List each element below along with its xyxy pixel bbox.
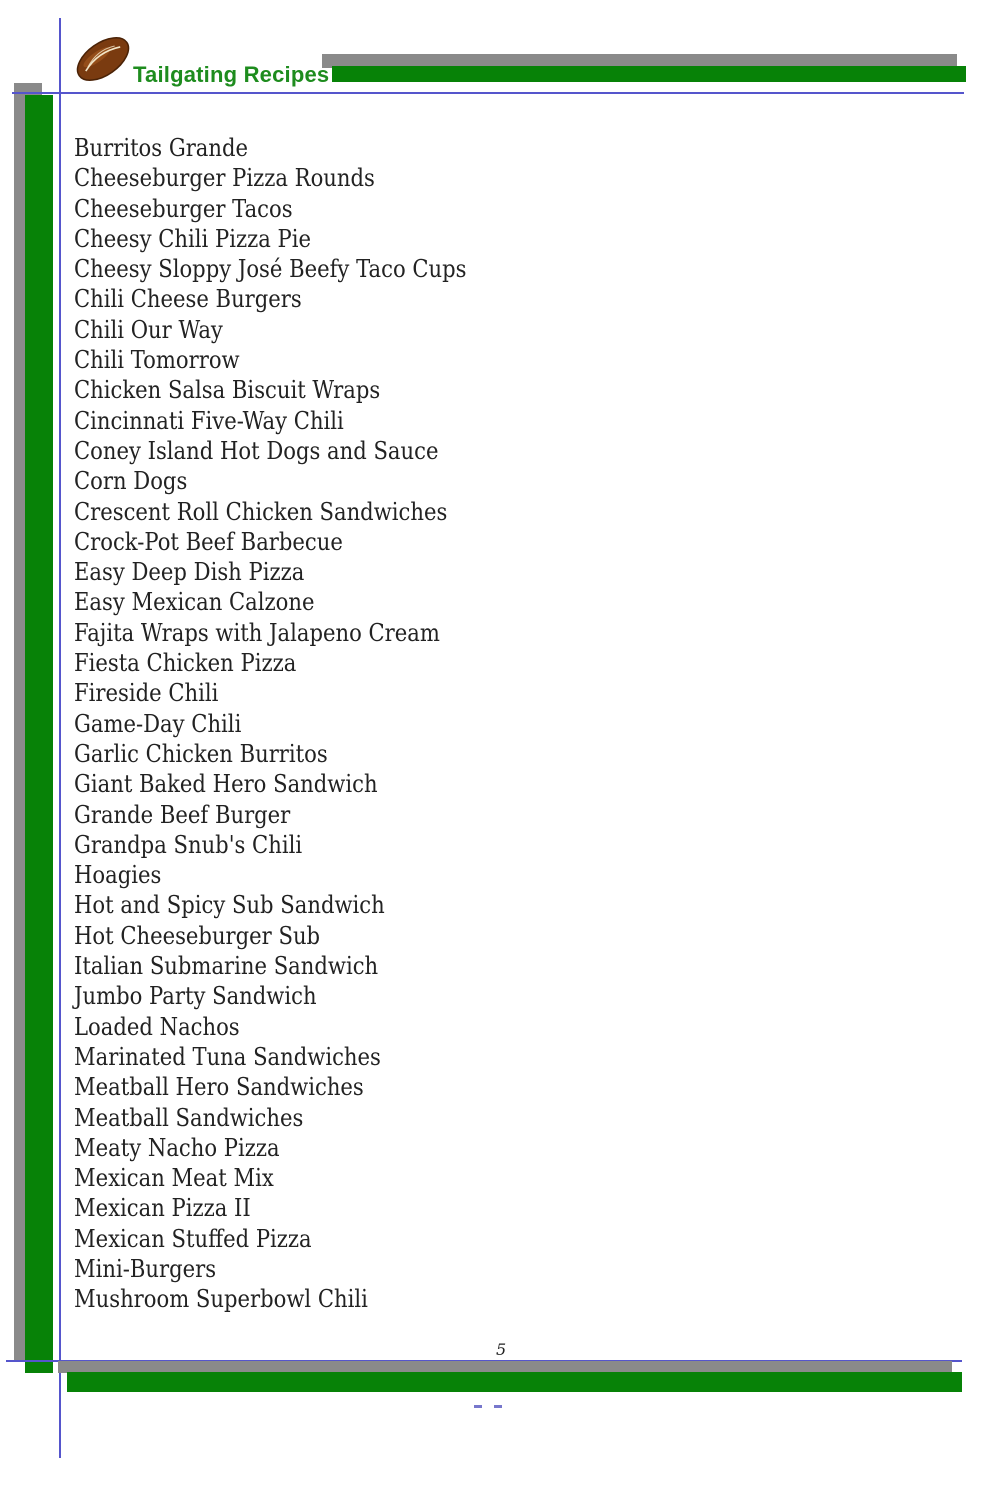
recipe-item: Chili Tomorrow: [74, 346, 240, 375]
recipe-item: Fiesta Chicken Pizza: [74, 649, 297, 678]
header-title: Tailgating Recipes: [133, 62, 330, 87]
recipe-item: Grande Beef Burger: [74, 800, 291, 829]
recipe-item: Grandpa Snub's Chili: [74, 830, 303, 859]
recipe-item: Meaty Nacho Pizza: [74, 1133, 280, 1162]
recipe-item: Giant Baked Hero Sandwich: [74, 770, 378, 799]
recipe-item: Mexican Meat Mix: [74, 1164, 274, 1193]
recipe-item: Mini-Burgers: [74, 1254, 217, 1283]
recipe-item: Cheeseburger Tacos: [74, 194, 293, 223]
page-number: 5: [496, 1340, 507, 1359]
recipe-item: Mexican Pizza II: [74, 1194, 251, 1223]
recipe-item: Garlic Chicken Burritos: [74, 739, 328, 768]
recipe-item: Fireside Chili: [74, 679, 219, 708]
recipe-item: Crescent Roll Chicken Sandwiches: [74, 497, 448, 526]
recipe-item: Cheesy Chili Pizza Pie: [74, 224, 311, 253]
recipe-item: Chicken Salsa Biscuit Wraps: [74, 376, 381, 405]
recipe-item: Mexican Stuffed Pizza: [74, 1224, 312, 1253]
recipe-item: Hot Cheeseburger Sub: [74, 921, 321, 950]
vertical-rule: [59, 18, 61, 1458]
recipe-item: Jumbo Party Sandwich: [74, 982, 317, 1011]
header-green-bar: [332, 66, 966, 82]
football-icon: [72, 28, 134, 90]
recipe-item: Corn Dogs: [74, 467, 188, 496]
recipe-item: Easy Mexican Calzone: [74, 588, 315, 617]
recipe-item: Crock-Pot Beef Barbecue: [74, 527, 343, 556]
recipe-item: Game-Day Chili: [74, 709, 242, 738]
recipe-item: Chili Our Way: [74, 315, 223, 344]
recipe-item: Fajita Wraps with Jalapeno Cream: [74, 618, 440, 647]
recipe-item: Mushroom Superbowl Chili: [74, 1285, 368, 1314]
recipe-item: Marinated Tuna Sandwiches: [74, 1042, 381, 1071]
recipe-list: [74, 133, 520, 1315]
recipe-item: Easy Deep Dish Pizza: [74, 558, 305, 587]
recipe-item: Chili Cheese Burgers: [74, 285, 302, 314]
recipe-item: Hoagies: [74, 861, 162, 890]
footer-green-bar: [67, 1372, 962, 1392]
recipe-item: Cheeseburger Pizza Rounds: [74, 164, 375, 193]
footer-dash: [494, 1405, 502, 1408]
recipe-item: Burritos Grande: [74, 134, 249, 162]
recipe-item: Loaded Nachos: [74, 1012, 240, 1041]
footer-dash: [474, 1405, 482, 1408]
recipe-item: Italian Submarine Sandwich: [74, 952, 379, 981]
recipe-item: Meatball Hero Sandwiches: [74, 1073, 364, 1102]
recipe-item: Meatball Sandwiches: [74, 1103, 304, 1132]
left-green-bar: [25, 95, 53, 1373]
recipe-item: Hot and Spicy Sub Sandwich: [74, 891, 385, 920]
recipe-item: Cheesy Sloppy José Beefy Taco Cups: [74, 255, 467, 284]
header-rule: [12, 92, 964, 94]
recipe-item: Coney Island Hot Dogs and Sauce: [74, 436, 439, 465]
recipe-item: Cincinnati Five-Way Chili: [74, 406, 344, 435]
